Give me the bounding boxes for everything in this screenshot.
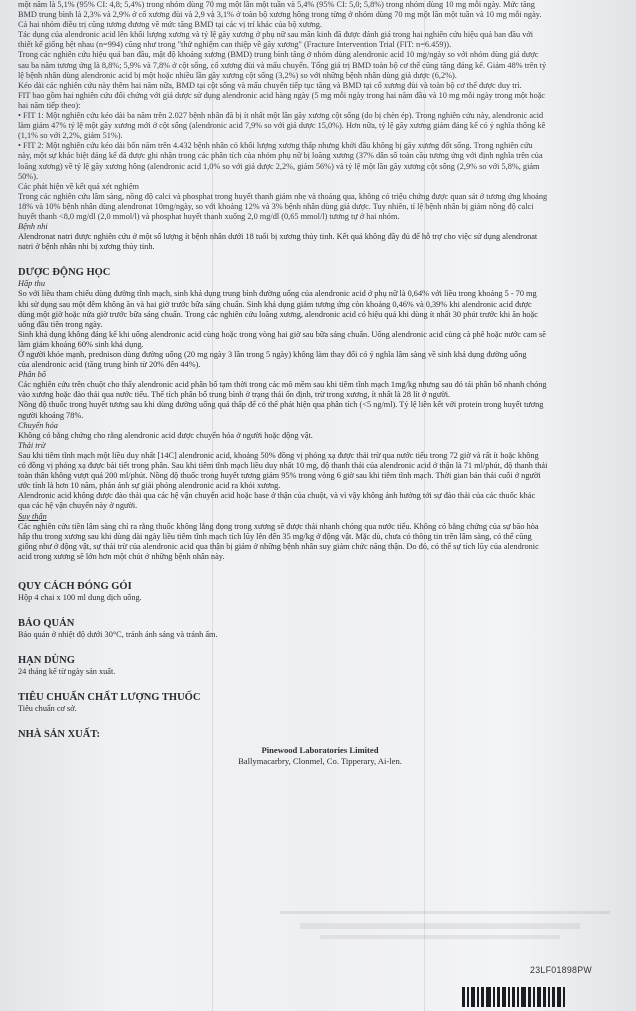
renal-title: Suy thận (18, 511, 47, 521)
bleed-through-print (280, 905, 610, 945)
body-line: So với liều tham chiếu dùng đường tĩnh mạch, sinh khả dụng trung bình đường uống của alendronic acid ở phụ nữ là 0,64% với liều trong khoảng 5 - 70 mg (18, 289, 537, 299)
absorption-section (18, 289, 622, 370)
body-line: natri ở bệnh nhân nhi bị xương thủy tinh. (18, 242, 155, 252)
body-line: có đồng vị phóng xạ được bài tiết trong phân. Sau khi tiêm tĩnh mạch liều duy nhất 10 mg, độ thanh thải của alendronic acid ở thận là 71 ml/phút, độ thanh thải (18, 461, 548, 471)
barcode-bar (548, 987, 550, 1007)
barcode-bar (543, 987, 546, 1007)
pk-heading: DƯỢC ĐỘNG HỌC (18, 267, 111, 279)
body-line: (1,1% so với 2,2%, giảm 51%). (18, 131, 123, 141)
body-line: qua các hệ vận chuyển này ở người. (18, 501, 138, 511)
body-line: khi sử dụng sau một đêm không ăn và hai giờ trước bữa sáng chuẩn. Sinh khả dụng giảm tương ứng còn khoảng 0,46% và 0,39% khi alendronic acid được (18, 299, 532, 309)
barcode-bar (533, 987, 535, 1007)
body-line: Không có bằng chứng cho rằng alendronic acid được chuyển hóa ở người hoặc động vật. (18, 430, 313, 440)
body-line: uống đầu tiên trong ngày. (18, 319, 103, 329)
body-line: của alendronic acid (tăng trung bình từ 20% đến 44%). (18, 360, 201, 370)
body-line: Các nghiên cứu tiền lâm sàng chỉ ra rằng thuốc không lắng đọng trong xương sẽ được thải nhanh chóng qua nước tiểu. Không có bằng chứng của sự bão hòa (18, 521, 539, 531)
body-line: hai năm tiếp theo): (18, 100, 81, 110)
barcode-bar (467, 987, 469, 1007)
manufacturer-name: Pinewood Laboratories Limited (261, 745, 379, 756)
body-line: thiết kế giống hệt nhau (n=994) cũng như trong "thử nghiệm can thiệp về gãy xương" (Fracture Intervention Trial (FIT: n=6.459)). (18, 40, 452, 50)
body-line: • FIT 1: Một nghiên cứu kéo dài ba năm trên 2.027 bệnh nhân đã bị ít nhất một lần gãy xương cột sống (do bị chèn ép). Trong nghiên cứu này, alendronic acid (18, 111, 544, 121)
quality-text: Tiêu chuẩn cơ sở. (18, 704, 77, 714)
storage-heading: BẢO QUẢN (18, 618, 75, 630)
leaflet-code: 23LF01898PW (530, 965, 592, 975)
barcode-bar (486, 987, 491, 1007)
leaflet-content (18, 0, 622, 767)
barcode-bar (508, 987, 510, 1007)
barcode-bar (512, 987, 515, 1007)
body-line: Trong các nghiên cứu lâm sàng, nồng độ calci và phosphat trong huyết thanh giảm nhẹ và thoáng qua, không có triệu chứng được quan sát ở tương ứng khoảng (18, 191, 548, 201)
barcode-bar (477, 987, 479, 1007)
body-line: lệ bệnh nhân dùng alendronic acid bị một hoặc nhiều lần gãy xương cột sống (3,2%) so với những bệnh nhân dùng giả dược (6,2%). (18, 70, 457, 80)
body-line: Alendronat natri được nghiên cứu ở một số lượng ít bệnh nhân dưới 18 tuổi bị xương thủy tinh. Kết quả không đầy đủ để hỗ trợ cho việc sử dụng alendronat (18, 232, 538, 242)
body-line: • FIT 2: Một nghiên cứu kéo dài bốn năm trên 4.432 bệnh nhân có khối lượng xương thấp nhưng khởi đầu không bị gãy xương đốt sống. Trong nghiên cứu (18, 141, 533, 151)
metabolism-title: Chuyển hóa (18, 420, 58, 430)
barcode-bar (517, 987, 519, 1007)
barcode (462, 987, 580, 1007)
body-line: hấp thu trong xương sau khi dùng dài ngày liều tiêm tĩnh mạch tích lũy lên đến 35 mg/kg ở động vật. Mặc dù, chưa có thông tin trên lâm sàng, có thể cũng (18, 531, 532, 541)
body-line: sau ba năm tương ứng là 8,8%; 5,9% và 7,8% ở cột sống, cổ xương đùi và mấu chuyển. Tổng giá trị BMD toàn bộ cơ thể cũng tăng đáng kể. Giảm 48% trên tỷ (18, 60, 547, 70)
packaging-text: Hộp 4 chai x 100 ml dung dịch uống. (18, 592, 142, 602)
distribution-title: Phân bố (18, 370, 46, 380)
body-line: huyết thanh <8,0 mg/dl (2,0 mmol/l) và phosphat huyết thanh xuống 2,0 mg/dl (0,65 mmol/l) tương tự ở hai nhóm. (18, 211, 400, 221)
body-line: BMD trung bình là 2,3% và 2,9% ở cổ xương đùi và 2,9 và 3,1% ở toàn bộ xương hông trong từng ở nhóm dùng 70 mg một lần một tuần và 10 mg mỗi ngày. (18, 10, 542, 20)
renal-section (18, 522, 622, 562)
body-line: Alendronic acid không được đào thải qua các hệ vận chuyển acid hoặc base ở thận của chuột, và vì vậy không ảnh hưởng tới sự đào thải của các thuốc khác (18, 491, 536, 501)
barcode-bar (497, 987, 500, 1007)
body-line: Trong các nghiên cứu hiệu quả ban đầu, mật độ khoáng xương (BMD) trung bình tăng ở nhóm dùng alendronic acid 10 mg/ngày so với nhóm dùng giả dược (18, 50, 539, 60)
barcode-bar (552, 987, 555, 1007)
body-line: giống như ở động vật, sự thải trừ của alendronic acid qua thận bị giảm ở những bệnh nhân suy giảm chức năng thận. Do đó, có thể sự tích lũy của alendronic (18, 541, 539, 551)
body-line: này, một sự khác biệt đáng kể đã được ghi nhận trong các phân tích của nhóm phụ nữ bị loãng xương (37% dân số toàn cầu tương ứng với định nghĩa trên của (18, 151, 543, 161)
expiry-text: 24 tháng kể từ ngày sản xuất. (18, 667, 116, 677)
manufacturer-block (18, 745, 622, 767)
barcode-bar (537, 987, 541, 1007)
body-line: Kéo dài các nghiên cứu này thêm hai năm nữa, BMD tại cột sống và mấu chuyển tiếp tục tăng và BMD tại cổ xương đùi và toàn bộ cơ thể được duy trì. (18, 80, 522, 90)
body-line: acid trong xương sẽ lớn hơn một chút ở những bệnh nhân này. (18, 551, 225, 561)
barcode-bar (502, 987, 506, 1007)
body-line: Sau khi tiêm tĩnh mạch một liều duy nhất [14C] alendronic acid, khoảng 50% đồng vị phóng xạ được thải trừ qua nước tiểu trong 72 giờ và rất ít hoặc không (18, 450, 539, 460)
body-line: làm giảm 47% tỷ lệ một gãy xương mới ở cột sống (alendronic acid 7,9% so với giả dược 15,0%). Hơn nữa, tỷ lệ gãy xương giảm đáng kể có ý nghĩa thống kê (18, 121, 546, 131)
body-line: một năm là 5,1% (95% CI: 4,8; 5,4%) trong nhóm dùng 70 mg một lần một tuần và 5,4% (95% CI: 5,0; 5,8%) trong nhóm dùng 10 mg mỗi ngày. Mức tăng (18, 0, 535, 9)
body-line: 50%). (18, 171, 39, 181)
pediatric-section (18, 232, 622, 252)
absorption-title: Hấp thu (18, 279, 45, 289)
body-line: Nồng độ thuốc trong huyết tương sau khi dùng đường uống quá thấp để có thể phát hiện qua phân tích (<5 ng/ml). Tỷ lệ liên kết với protein trong huyết tương (18, 400, 544, 410)
packaging-heading: QUY CÁCH ĐÓNG GÓI (18, 580, 132, 592)
elimination-section (18, 451, 622, 512)
body-line: toàn thân không vượt quá 200 ml/phút. Nồng độ thuốc trong huyết tương giảm 95% trong vòng 6 giờ sau khi tiêm tĩnh mạch. Thời gian bán thải cuối ở người (18, 471, 541, 481)
manufacturer-heading: NHÀ SẢN XUẤT: (18, 729, 101, 741)
metabolism-section (18, 431, 622, 441)
barcode-bar (528, 987, 531, 1007)
body-line: Cả hai nhóm điều trị cũng tương đương về mức tăng BMD tại các vị trí khác của bộ xương. (18, 20, 322, 30)
quality-heading: TIÊU CHUẨN CHẤT LƯỢNG THUỐC (18, 692, 201, 704)
body-line: ước tính là hơn 10 năm, phản ánh sự giải phóng alendronic acid ra khỏi xương. (18, 481, 281, 491)
barcode-bar (462, 987, 465, 1007)
body-line: 18% và 10% bệnh nhân dùng alendronat 10mg/ngày, so với khoảng 12% và 3% bệnh nhân dùng giả dược. Tuy nhiên, tỉ lệ bệnh nhân bị giảm nồng độ calci (18, 201, 534, 211)
barcode-bar (481, 987, 484, 1007)
body-line: Sinh khả dụng không đáng kể khi uống alendronic acid cùng hoặc trong vòng hai giờ sau bữa sáng chuẩn. Uống alendronic acid cùng cà phê hoặc nước cam sẽ (18, 329, 546, 339)
body-line: Ở người khỏe mạnh, prednison dùng đường uống (20 mg ngày 3 lần trong 5 ngày) không làm thay đổi có ý nghĩa lâm sàng về sinh khả dụng đường uống (18, 350, 527, 359)
body-line: người khoảng 78%. (18, 410, 84, 420)
distribution-section (18, 380, 622, 420)
barcode-bar (493, 987, 495, 1007)
body-line: Tác dụng của alendronic acid lên khối lượng xương và tỷ lệ gãy xương ở phụ nữ sau mãn kinh đã được đánh giá trong hai nghiên cứu hiệu quả ban đầu với (18, 30, 534, 40)
body-line: vào xương hoặc đào thải qua nước tiểu. Thể tích phân bố trung bình ở trạng thái ổn định, trừ trong xương, ít nhất là 28 lít ở người. (18, 390, 451, 400)
body-line: loãng xương) về tỷ lệ gãy xương hông (alendronic acid 1,0% so với giả dược 2,2%, giảm 56%) và tỷ lệ một lần gãy xương cột sống (2,9% so với 5,8%, giảm (18, 161, 540, 171)
barcode-bar (521, 987, 526, 1007)
elimination-title: Thải trừ (18, 440, 46, 450)
body-line: FIT bao gồm hai nghiên cứu đối chứng với giả dược sử dụng alendronic acid hàng ngày (5 mg mỗi ngày trong hai năm đầu và 10 mg mỗi ngày trong một hoặc (18, 90, 546, 100)
body-line: Các phát hiện về kết quả xét nghiệm (18, 181, 139, 191)
barcode-bar (471, 987, 475, 1007)
body-line: Các nghiên cứu trên chuột cho thấy alendronic acid phân bố tạm thời trong các mô mềm sau khi tiêm tĩnh mạch 1mg/kg nhưng sau đó tái phân bố nhanh chóng (18, 380, 547, 390)
expiry-heading: HẠN DÙNG (18, 655, 75, 667)
body-line: làm giảm khoảng 60% sinh khả dụng. (18, 339, 144, 349)
barcode-bar (557, 987, 561, 1007)
body-line: dùng một giờ hoặc nửa giờ trước bữa sáng chuẩn. Trong các nghiên cứu loãng xương, alendronic acid có hiệu quả khi dùng ít nhất 30 phút trước khi ăn hoặc (18, 309, 538, 319)
manufacturer-address: Ballymacarbry, Clonmel, Co. Tipperary, Ai-len. (238, 756, 402, 767)
pediatric-title: Bệnh nhi (18, 222, 48, 232)
clinical-efficacy-section (18, 0, 622, 222)
barcode-bar (563, 987, 565, 1007)
storage-text: Bảo quản ở nhiệt độ dưới 30°C, tránh ánh sáng và tránh ẩm. (18, 630, 218, 640)
